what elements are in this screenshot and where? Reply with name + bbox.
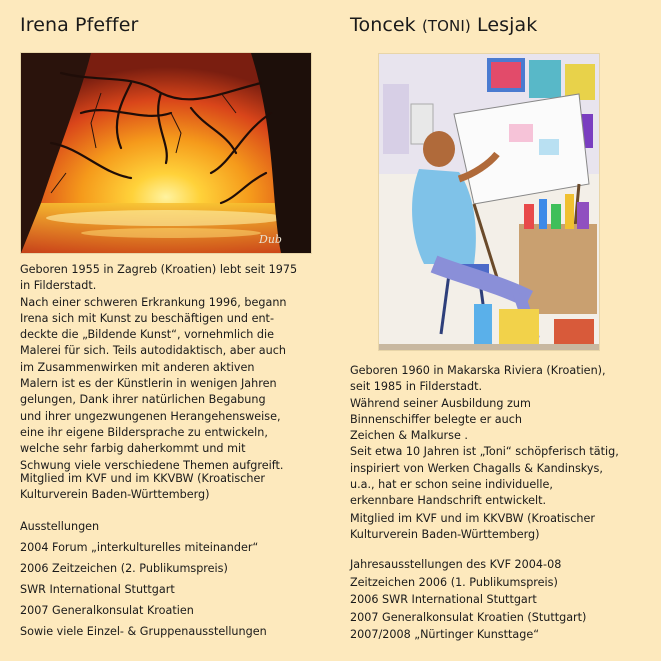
- membership-toni: Mitglied im KVF und im KKVBW (Kroatischer Kulturverein Baden-Württemberg): [350, 512, 595, 542]
- list-item: 2006 Zeitzeichen (2. Publikumspreis): [20, 562, 228, 575]
- bio-toni: Geboren 1960 in Makarska Riviera (Kroatien), seit 1985 in Filderstadt. Während seiner Ausbildung zum Binnenschiffer belegte er auch Zeichen & Malkurse . Seit etwa 10 Jahren ist „Toni“ schöpferisch tätig, inspiriert von Werken Chagalls & Kandinskys, u.a., hat er schon seine individuelle, erkennbare Handschrift entwickelt.: [350, 364, 619, 508]
- bio-irena: Geboren 1955 in Zagreb (Kroatien) lebt seit 1975 in Filderstadt. Nach einer schweren Erkrankung 1996, begann Irena sich mit Kunst zu beschäftigen und ent- deckte die „Bildende Kunst“, vornehmlich die Malerei für sich. Teils autodidaktisch, aber auch im Zusammenwirken mit anderen aktiven Malern ist es der Künstlerin in wenigen Jahren gelungen, Dank ihrer natürlichen Begabung und ihrer ungezwungenen Herangehensweise, eine ihr eigene Bildersprache zu entwickeln, welche sehr farbig daherkommt und mit Schwung viele verschiedene Themen aufgreift.: [20, 263, 298, 472]
- artist-first-name: Toncek: [350, 14, 416, 36]
- list-item: SWR International Stuttgart: [20, 583, 175, 596]
- list-item: Jahresausstellungen des KVF 2004-08: [350, 558, 562, 571]
- list-item: 2004 Forum „interkulturelles miteinander“: [20, 541, 259, 554]
- exhibitions-list-irena: [20, 537, 267, 642]
- painting-artist-at-easel: [378, 53, 600, 351]
- svg-text:Dub: Dub: [259, 233, 282, 246]
- exhibitions-heading-irena: Ausstellungen: [20, 520, 100, 533]
- list-item: 2007 Generalkonsulat Kroatien (Stuttgart): [350, 610, 587, 624]
- list-item: Zeitzeichen 2006 (1. Publikumspreis): [350, 575, 558, 589]
- list-item: 2006 SWR International Stuttgart: [350, 593, 537, 606]
- artist-name-toni: [350, 14, 537, 36]
- list-item: Sowie viele Einzel- & Gruppenausstellungen: [20, 625, 267, 638]
- artist-last-name: Lesjak: [477, 14, 538, 36]
- list-item: 2007 Generalkonsulat Kroatien: [20, 604, 194, 617]
- painting-sunset: [20, 52, 312, 254]
- artist-nickname: (TONI): [421, 17, 471, 35]
- artist-name-irena: Irena Pfeffer: [20, 14, 139, 36]
- list-item: 2007/2008 „Nürtinger Kunsttage“: [350, 628, 540, 641]
- membership-irena: Mitglied im KVF und im KKVBW (Kroatischer Kulturverein Baden-Württemberg): [20, 472, 265, 502]
- exhibitions-list-toni: [350, 556, 586, 644]
